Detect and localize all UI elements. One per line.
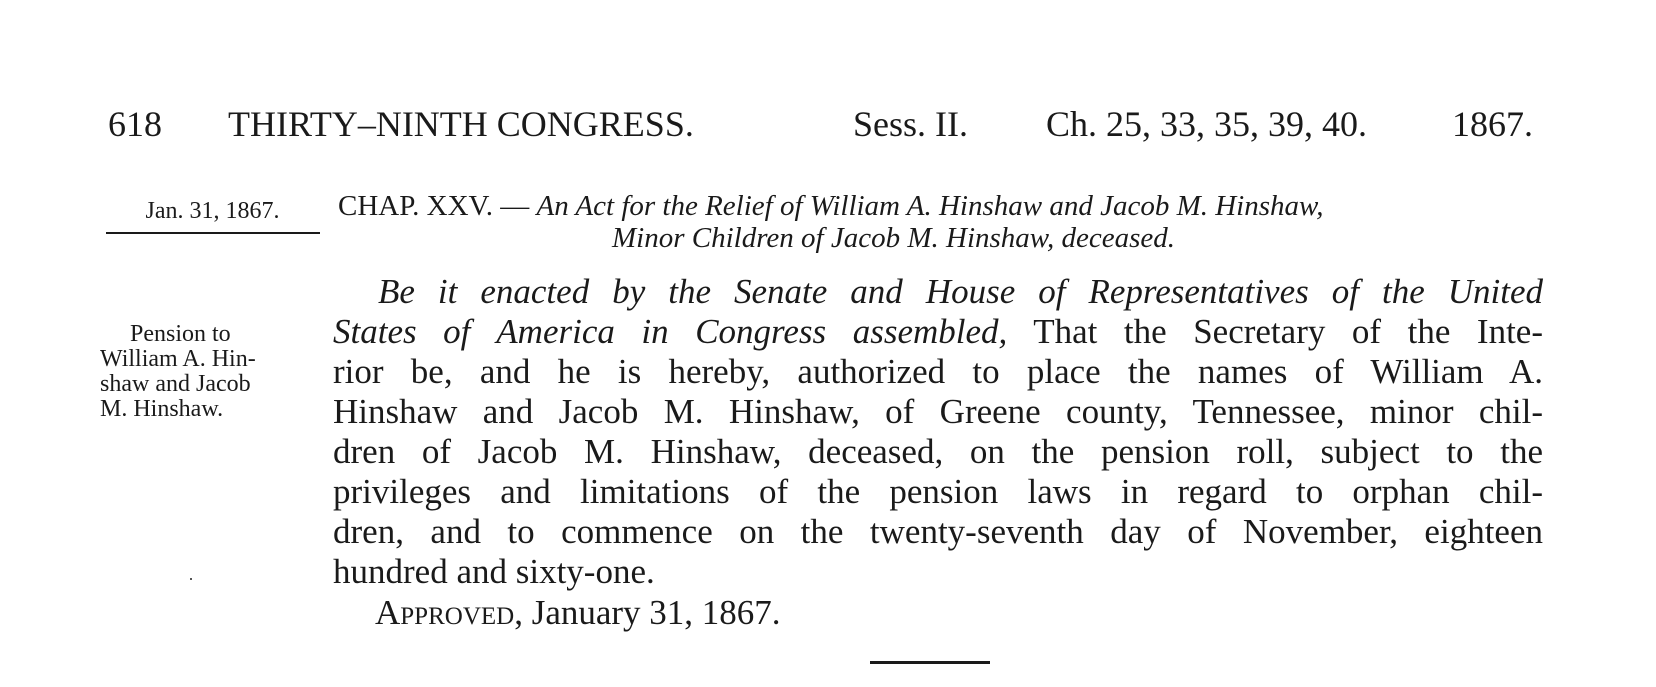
body-line [333,312,1543,352]
body-line: dren of Jacob M. Hinshaw, deceased, on the pension roll, subject to the [333,432,1543,471]
chapters-label: Ch. 25, 33, 35, 39, 40. [1046,104,1368,144]
margin-date-rule [106,232,320,234]
act-body [333,272,1543,592]
enacting-clause-1: Be it enacted by the Senate and House of Representatives of the United [378,272,1543,311]
margin-note-line: William A. Hin- [100,346,256,372]
margin-note [100,322,324,422]
session-label: Sess. II. [853,104,968,144]
chapter-description-1: An Act for the Relief of William A. Hinshaw and Jacob M. Hinshaw, [536,190,1324,222]
chapter-title-line1 [338,190,1538,222]
page-number: 618 [108,104,162,144]
approved-date: January 31, 1867. [522,593,781,632]
body-line: Hinshaw and Jacob M. Hinshaw, of Greene county, Tennessee, minor chil- [333,392,1543,431]
body-line [333,272,1543,312]
enacting-clause-2: States of America in Congress assembled, [333,312,1008,351]
body-line: dren, and to commence on the twenty-seventh day of November, eighteen [333,512,1543,551]
congress-title: THIRTY–NINTH CONGRESS. [228,104,694,144]
print-speck [190,578,192,580]
body-line: privileges and limitations of the pension laws in regard to orphan chil- [333,472,1543,511]
header-year: 1867. [1452,104,1533,144]
page-header [108,102,1533,146]
body-line: rior be, and he is hereby, authorized to place the names of William A. [333,352,1543,391]
chapter-title-line2: Minor Children of Jacob M. Hinshaw, deceased. [612,222,1175,254]
approved-label: Approved, [375,593,523,632]
margin-note-line: Pension to [130,321,231,347]
body-line: hundred and sixty-one. [333,552,655,591]
margin-note-line: shaw and Jacob [100,371,251,397]
end-rule [870,661,990,664]
body-line-2-rest: That the Secretary of the Inte- [1007,312,1544,351]
chapter-label: CHAP. XXV. — [338,190,530,222]
margin-date: Jan. 31, 1867. [145,198,280,224]
margin-note-line: M. Hinshaw. [100,396,224,422]
approved-line [375,593,781,633]
